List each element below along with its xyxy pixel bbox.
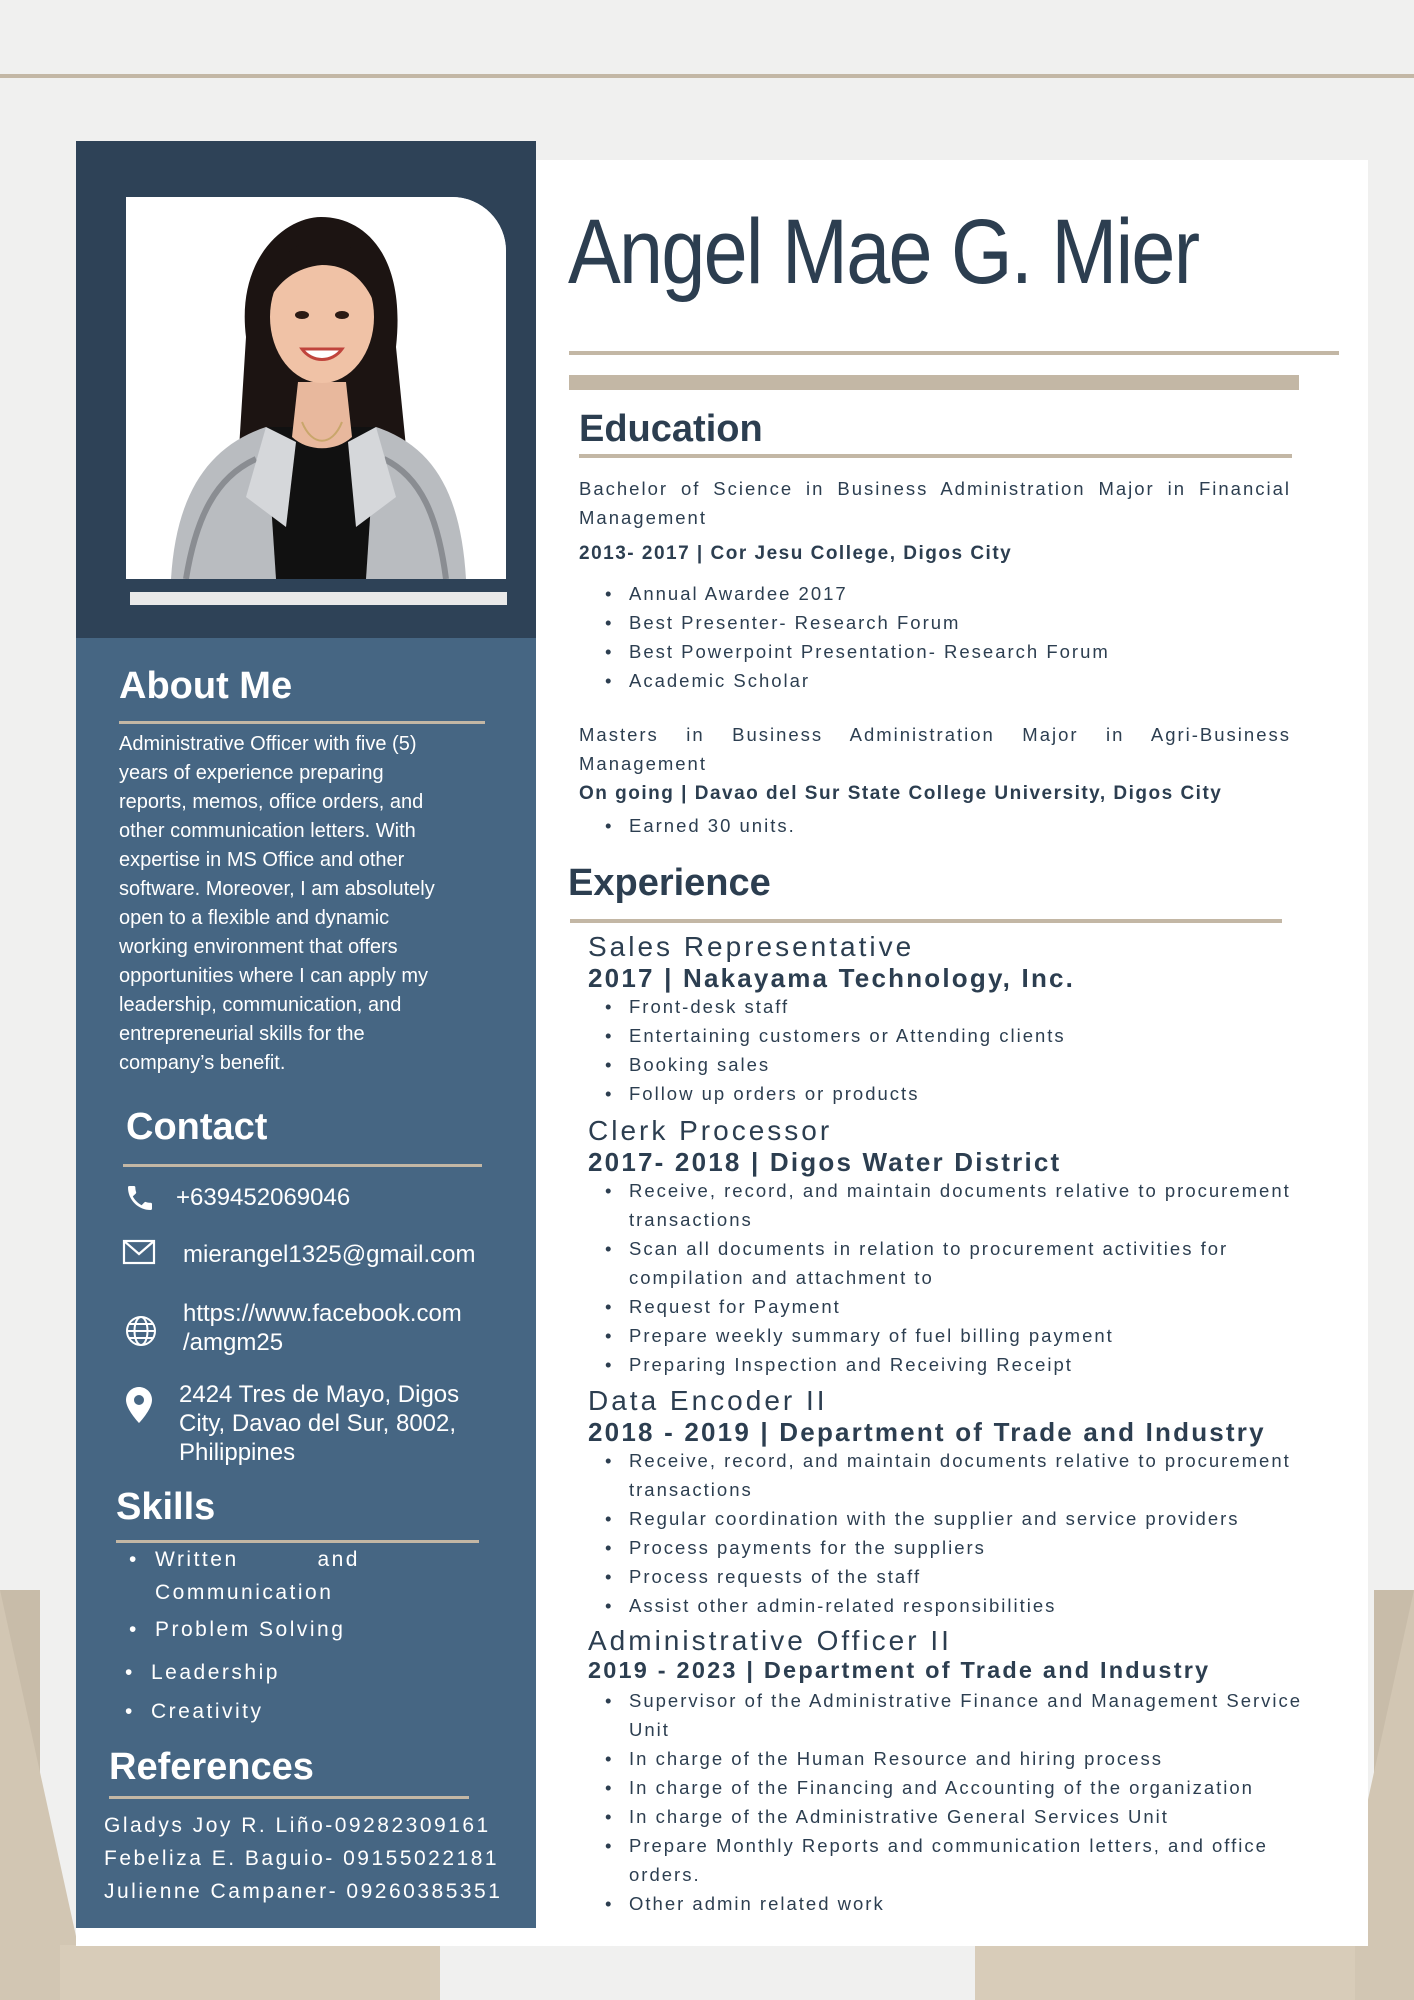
duty-item: • Scan all documents in relation to procurement activities for compilation and attachment to <box>629 1234 1309 1292</box>
duty-item: • Assist other admin-related responsibilities <box>629 1591 1309 1620</box>
address-line: 2424 Tres de Mayo, Digos <box>179 1381 460 1408</box>
name-divider-bar <box>569 375 1299 390</box>
about-line: other communication letters. With <box>119 820 416 842</box>
website-line: /amgm25 <box>183 1329 284 1356</box>
name-divider <box>569 351 1339 355</box>
skills-divider <box>116 1540 479 1543</box>
job-org: 2018 - 2019 | Department of Trade and Industry <box>588 1417 1266 1447</box>
duty-item: • Process requests of the staff <box>629 1562 1309 1591</box>
award-item: • Earned 30 units. <box>629 811 1289 840</box>
duty-item: • Receive, record, and maintain documents relative to procurement transactions <box>629 1446 1309 1504</box>
email-text[interactable]: mierangel1325@gmail.com <box>183 1241 476 1268</box>
skill-word: Written <box>155 1548 239 1571</box>
globe-icon <box>124 1314 156 1346</box>
job-org: 2019 - 2023 | Department of Trade and Industry <box>588 1657 1211 1683</box>
school-line: On going | Davao del Sur State College University, Digos City <box>579 783 1223 804</box>
duty-item: • Prepare Monthly Reports and communication letters, and office orders. <box>629 1831 1309 1889</box>
job-title: Data Encoder II <box>588 1385 828 1416</box>
about-line: Administrative Officer with five (5) <box>119 733 417 755</box>
job-title: Administrative Officer II <box>588 1625 952 1656</box>
about-line: expertise in MS Office and other <box>119 849 405 871</box>
skill-item: • Problem Solving <box>155 1618 345 1642</box>
duty-item: • Request for Payment <box>629 1292 1309 1321</box>
location-pin-icon <box>124 1386 156 1418</box>
award-item: • Annual Awardee 2017 <box>629 579 1289 608</box>
about-divider <box>119 721 485 724</box>
mail-icon <box>122 1238 154 1270</box>
about-line: leadership, communication, and <box>119 994 402 1016</box>
about-line: years of experience preparing <box>119 762 384 784</box>
job-org: 2017- 2018 | Digos Water District <box>588 1147 1062 1177</box>
duty-item: • In charge of the Administrative General Services Unit <box>629 1802 1309 1831</box>
duty-item: • In charge of the Financing and Accounting of the organization <box>629 1773 1309 1802</box>
job-title: Sales Representative <box>588 931 915 962</box>
school-line: 2013- 2017 | Cor Jesu College, Digos City <box>579 543 1013 564</box>
references-divider <box>109 1796 469 1799</box>
photo-underline <box>130 592 507 605</box>
reference-item: Gladys Joy R. Liño-09282309161 <box>104 1814 491 1837</box>
top-divider <box>0 74 1414 78</box>
duties-list <box>629 992 1309 1108</box>
duty-item: • Supervisor of the Administrative Finance and Management Service Unit <box>629 1686 1309 1744</box>
website-link[interactable] <box>183 1299 462 1357</box>
website-line: https://www.facebook.com <box>183 1300 462 1327</box>
contact-divider <box>123 1164 482 1167</box>
award-item: • Academic Scholar <box>629 666 1289 695</box>
duties-list <box>629 1176 1309 1379</box>
duty-item: • Follow up orders or products <box>629 1079 1309 1108</box>
reference-item: Febeliza E. Baguio- 09155022181 <box>104 1847 500 1870</box>
degree-title: Bachelor of Science in Business Administration Major in Financial Management <box>579 478 1291 528</box>
awards-list <box>629 811 1289 840</box>
education-heading: Education <box>579 408 763 450</box>
duty-item: • Front-desk staff <box>629 992 1309 1021</box>
skill-word: and <box>317 1548 360 1571</box>
about-text <box>119 730 519 1078</box>
job-title: Clerk Processor <box>588 1115 833 1146</box>
phone-text[interactable]: +639452069046 <box>176 1184 351 1211</box>
skills-list <box>151 1548 365 1738</box>
skill-item-continuation <box>155 1581 333 1605</box>
awards-list <box>629 579 1289 695</box>
skills-heading: Skills <box>116 1486 216 1528</box>
decorative-shape <box>975 1945 1355 2000</box>
profile-photo-illustration <box>126 197 506 579</box>
about-line: software. Moreover, I am absolutely <box>119 878 435 900</box>
duty-item: • Receive, record, and maintain documents relative to procurement transactions <box>629 1176 1309 1234</box>
about-line: company’s benefit. <box>119 1052 286 1074</box>
skill-item: • Leadership <box>151 1661 280 1685</box>
reference-item: Julienne Campaner- 09260385351 <box>104 1880 503 1903</box>
references-heading: References <box>109 1746 314 1788</box>
skill-item: • Creativity <box>151 1700 264 1724</box>
experience-divider <box>570 919 1282 923</box>
contact-heading: Contact <box>126 1106 268 1148</box>
duty-item: • Process payments for the suppliers <box>629 1533 1309 1562</box>
duties-list <box>629 1686 1309 1918</box>
decorative-shape <box>60 1945 440 2000</box>
duties-list <box>629 1446 1309 1620</box>
skill-item <box>155 1548 360 1572</box>
duty-item: • Preparing Inspection and Receiving Receipt <box>629 1350 1309 1379</box>
duty-item: • Regular coordination with the supplier and service providers <box>629 1504 1309 1533</box>
about-line: working environment that offers <box>119 936 398 958</box>
education-divider <box>579 454 1292 458</box>
address-text <box>179 1380 459 1467</box>
about-line: opportunities where I can apply my <box>119 965 429 987</box>
address-line: City, Davao del Sur, 8002, <box>179 1410 457 1437</box>
duty-item: • Entertaining customers or Attending clients <box>629 1021 1309 1050</box>
job-org: 2017 | Nakayama Technology, Inc. <box>588 963 1076 993</box>
address-line: Philippines <box>179 1439 296 1466</box>
award-item: • Best Presenter- Research Forum <box>629 608 1289 637</box>
profile-photo <box>126 197 506 579</box>
award-item: • Best Powerpoint Presentation- Research Forum <box>629 637 1289 666</box>
full-name: Angel Mae G. Mier <box>568 201 1199 303</box>
about-line: reports, memos, office orders, and <box>119 791 424 813</box>
phone-icon <box>124 1182 156 1214</box>
duty-item: • Booking sales <box>629 1050 1309 1079</box>
about-line: entrepreneurial skills for the <box>119 1023 365 1045</box>
duty-item: • Other admin related work <box>629 1889 1309 1918</box>
about-heading: About Me <box>119 665 293 707</box>
about-line: open to a flexible and dynamic <box>119 907 390 929</box>
degree-title: Masters in Business Administration Major in Agri-Business Management <box>579 724 1291 774</box>
duty-item: • Prepare weekly summary of fuel billing payment <box>629 1321 1309 1350</box>
duty-item: • In charge of the Human Resource and hiring process <box>629 1744 1309 1773</box>
skill-word: Communication <box>155 1581 334 1604</box>
experience-heading: Experience <box>568 862 771 904</box>
